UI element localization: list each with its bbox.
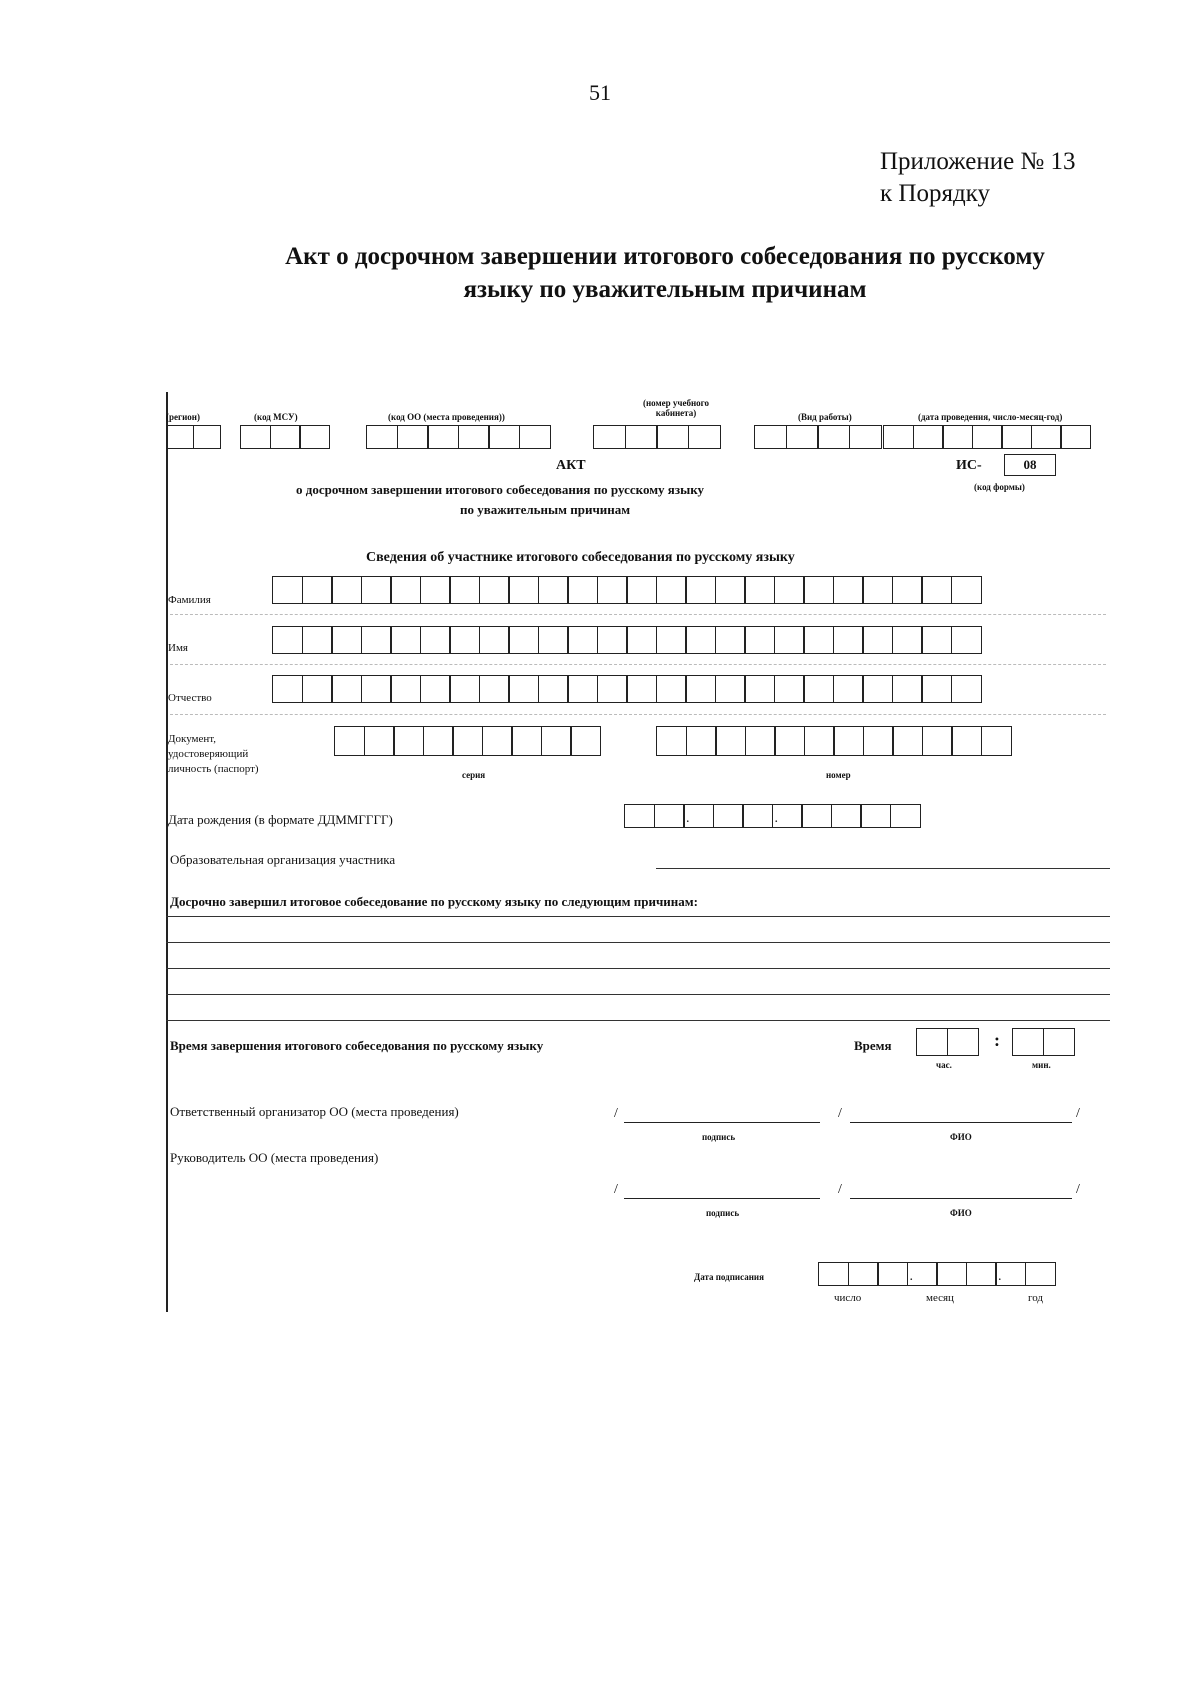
sign-date-boxes[interactable] bbox=[818, 1262, 1056, 1286]
patronymic-box[interactable] bbox=[390, 675, 421, 703]
series-box[interactable] bbox=[423, 726, 454, 756]
patronymic-box[interactable] bbox=[538, 675, 569, 703]
hour-box[interactable] bbox=[947, 1028, 979, 1056]
patronymic-box[interactable] bbox=[656, 675, 687, 703]
name-box[interactable] bbox=[449, 626, 480, 654]
room-box[interactable] bbox=[625, 425, 658, 449]
sign-date-box[interactable] bbox=[818, 1262, 849, 1286]
hour-box[interactable] bbox=[916, 1028, 948, 1056]
surname-box[interactable] bbox=[508, 576, 539, 604]
sign-date-box[interactable] bbox=[995, 1262, 1026, 1286]
minutes-label: мин. bbox=[1032, 1060, 1051, 1070]
patronymic-box[interactable] bbox=[951, 675, 982, 703]
oo-boxes[interactable] bbox=[366, 425, 551, 449]
msu-box[interactable] bbox=[299, 425, 330, 449]
oo-box[interactable] bbox=[458, 425, 490, 449]
fio-label: ФИО bbox=[950, 1132, 972, 1142]
month-label: месяц bbox=[926, 1292, 954, 1304]
surname-box[interactable] bbox=[420, 576, 451, 604]
date-box[interactable] bbox=[913, 425, 944, 449]
region-label: (регион) bbox=[166, 412, 200, 422]
subtitle-line-1: о досрочном завершении итогового собеседования по русскому языку bbox=[296, 482, 705, 497]
surname-box[interactable] bbox=[833, 576, 864, 604]
surname-box[interactable] bbox=[479, 576, 510, 604]
name-box[interactable] bbox=[656, 626, 687, 654]
name-box[interactable] bbox=[744, 626, 775, 654]
number-box[interactable] bbox=[715, 726, 746, 756]
series-label: серия bbox=[462, 770, 486, 780]
surname-box[interactable] bbox=[331, 576, 362, 604]
patronymic-box[interactable] bbox=[420, 675, 451, 703]
name-box[interactable] bbox=[331, 626, 362, 654]
head-fio-line[interactable] bbox=[850, 1198, 1072, 1199]
signature-label: подпись bbox=[702, 1132, 736, 1142]
birth-label: Дата рождения (в формате ДДММГГГГ) bbox=[168, 812, 393, 827]
birth-box[interactable] bbox=[860, 804, 891, 828]
sign-date-box[interactable] bbox=[966, 1262, 997, 1286]
number-box[interactable] bbox=[922, 726, 953, 756]
name-box[interactable] bbox=[538, 626, 569, 654]
reason-label: Досрочно завершил итоговое собеседование по русскому языку по следующим причинам: bbox=[170, 894, 698, 909]
surname-box[interactable] bbox=[862, 576, 893, 604]
name-box[interactable] bbox=[479, 626, 510, 654]
date-box[interactable] bbox=[1060, 425, 1091, 449]
minute-box[interactable] bbox=[1012, 1028, 1044, 1056]
patronymic-label: Отчество bbox=[168, 692, 212, 704]
surname-box[interactable] bbox=[597, 576, 628, 604]
series-box[interactable] bbox=[364, 726, 395, 756]
subtitle-line-2: по уважительным причинам bbox=[460, 502, 631, 517]
name-box[interactable] bbox=[803, 626, 834, 654]
date-box[interactable] bbox=[1001, 425, 1032, 449]
number-box[interactable] bbox=[951, 726, 982, 756]
birth-box[interactable] bbox=[624, 804, 655, 828]
slash: / bbox=[614, 1106, 618, 1121]
work-boxes[interactable] bbox=[754, 425, 882, 449]
surname-box[interactable] bbox=[361, 576, 392, 604]
surname-box[interactable] bbox=[744, 576, 775, 604]
patronymic-box[interactable] bbox=[597, 675, 628, 703]
surname-box[interactable] bbox=[302, 576, 333, 604]
patronymic-box[interactable] bbox=[833, 675, 864, 703]
organizer-signature-line[interactable] bbox=[624, 1122, 820, 1123]
slash: / bbox=[1076, 1182, 1080, 1197]
name-box[interactable] bbox=[892, 626, 923, 654]
name-box[interactable] bbox=[626, 626, 657, 654]
room-box[interactable] bbox=[593, 425, 626, 449]
series-box[interactable] bbox=[541, 726, 572, 756]
number-label: номер bbox=[826, 770, 851, 780]
region-boxes[interactable] bbox=[166, 425, 221, 449]
surname-box[interactable] bbox=[951, 576, 982, 604]
reason-line-5[interactable] bbox=[166, 1020, 1110, 1021]
participant-heading: Сведения об участнике итогового собеседования по русскому языку bbox=[366, 550, 795, 565]
room-box[interactable] bbox=[688, 425, 721, 449]
patronymic-box[interactable] bbox=[567, 675, 598, 703]
date-boxes[interactable] bbox=[883, 425, 1091, 449]
patronymic-box[interactable] bbox=[921, 675, 952, 703]
reason-line-3[interactable] bbox=[166, 968, 1110, 969]
name-box[interactable] bbox=[361, 626, 392, 654]
birth-box[interactable] bbox=[742, 804, 773, 828]
time-colon: : bbox=[994, 1030, 1000, 1050]
work-box[interactable] bbox=[817, 425, 850, 449]
form-left-border bbox=[166, 392, 168, 1312]
surname-box[interactable] bbox=[567, 576, 598, 604]
room-label-line-1: (номер учебного bbox=[642, 398, 709, 408]
number-box[interactable] bbox=[863, 726, 894, 756]
reason-line-2[interactable] bbox=[166, 942, 1110, 943]
act-form bbox=[166, 392, 1110, 1312]
series-box[interactable] bbox=[511, 726, 542, 756]
number-box[interactable] bbox=[774, 726, 805, 756]
birth-box[interactable] bbox=[654, 804, 685, 828]
sign-date-label: Дата подписания bbox=[694, 1272, 764, 1282]
patronymic-box[interactable] bbox=[479, 675, 510, 703]
name-box[interactable] bbox=[390, 626, 421, 654]
oo-box[interactable] bbox=[397, 425, 429, 449]
surname-box[interactable] bbox=[921, 576, 952, 604]
sign-date-box[interactable] bbox=[848, 1262, 879, 1286]
work-box[interactable] bbox=[849, 425, 882, 449]
date-box[interactable] bbox=[1031, 425, 1062, 449]
patronymic-box[interactable] bbox=[361, 675, 392, 703]
organizer-label: Ответственный организатор ОО (места проведения) bbox=[170, 1104, 459, 1119]
msu-boxes[interactable] bbox=[240, 425, 330, 449]
number-box[interactable] bbox=[833, 726, 864, 756]
name-label: Имя bbox=[168, 642, 188, 654]
surname-box[interactable] bbox=[774, 576, 805, 604]
series-boxes[interactable] bbox=[334, 726, 601, 756]
msu-box[interactable] bbox=[240, 425, 271, 449]
patronymic-box[interactable] bbox=[862, 675, 893, 703]
patronymic-boxes[interactable] bbox=[272, 675, 982, 703]
birth-boxes[interactable] bbox=[624, 804, 921, 828]
name-box[interactable] bbox=[862, 626, 893, 654]
name-box[interactable] bbox=[951, 626, 982, 654]
series-box[interactable] bbox=[334, 726, 365, 756]
surname-box[interactable] bbox=[715, 576, 746, 604]
name-box[interactable] bbox=[921, 626, 952, 654]
signature-label: подпись bbox=[706, 1208, 740, 1218]
reason-line-4[interactable] bbox=[166, 994, 1110, 995]
room-box[interactable] bbox=[656, 425, 689, 449]
appendix-line-2: к Порядку bbox=[880, 180, 990, 207]
room-boxes[interactable] bbox=[593, 425, 721, 449]
msu-label: (код МСУ) bbox=[254, 412, 298, 422]
day-label: число bbox=[834, 1292, 862, 1304]
surname-box[interactable] bbox=[390, 576, 421, 604]
birth-box[interactable] bbox=[831, 804, 862, 828]
appendix-note bbox=[880, 146, 1076, 210]
sign-date-box[interactable] bbox=[936, 1262, 967, 1286]
birth-box[interactable] bbox=[890, 804, 921, 828]
time-label: Время bbox=[854, 1038, 892, 1053]
number-box[interactable] bbox=[981, 726, 1012, 756]
org-label: Образовательная организация участника bbox=[170, 852, 396, 867]
sign-date-box[interactable] bbox=[877, 1262, 908, 1286]
series-box[interactable] bbox=[482, 726, 513, 756]
number-box[interactable] bbox=[892, 726, 923, 756]
name-box[interactable] bbox=[272, 626, 303, 654]
document-label bbox=[168, 732, 259, 777]
patronymic-box[interactable] bbox=[774, 675, 805, 703]
document-label-line-3: личность (паспорт) bbox=[168, 763, 259, 775]
patronymic-box[interactable] bbox=[272, 675, 303, 703]
birth-box[interactable] bbox=[772, 804, 803, 828]
hours-boxes[interactable] bbox=[916, 1028, 979, 1056]
date-box[interactable] bbox=[942, 425, 973, 449]
slash: / bbox=[838, 1106, 842, 1121]
room-label bbox=[616, 398, 736, 418]
name-box[interactable] bbox=[715, 626, 746, 654]
hours-label: час. bbox=[936, 1060, 952, 1070]
appendix-line-1: Приложение № 13 bbox=[880, 148, 1076, 175]
date-box[interactable] bbox=[883, 425, 914, 449]
name-box[interactable] bbox=[508, 626, 539, 654]
series-box[interactable] bbox=[452, 726, 483, 756]
patronymic-box[interactable] bbox=[449, 675, 480, 703]
work-box[interactable] bbox=[786, 425, 819, 449]
region-box[interactable] bbox=[193, 425, 221, 449]
work-box[interactable] bbox=[754, 425, 787, 449]
head-label: Руководитель ОО (места проведения) bbox=[170, 1150, 379, 1165]
patronymic-box[interactable] bbox=[685, 675, 716, 703]
surname-box[interactable] bbox=[892, 576, 923, 604]
name-box[interactable] bbox=[833, 626, 864, 654]
surname-box[interactable] bbox=[538, 576, 569, 604]
sign-date-box[interactable] bbox=[907, 1262, 938, 1286]
number-box[interactable] bbox=[804, 726, 835, 756]
work-label: (Вид работы) bbox=[798, 412, 852, 422]
birth-box[interactable] bbox=[713, 804, 744, 828]
surname-box[interactable] bbox=[626, 576, 657, 604]
patronymic-box[interactable] bbox=[892, 675, 923, 703]
document-label-line-2: удостоверяющий bbox=[168, 748, 249, 760]
birth-box[interactable] bbox=[683, 804, 714, 828]
date-label: (дата проведения, число-месяц-год) bbox=[918, 412, 1063, 422]
surname-box[interactable] bbox=[449, 576, 480, 604]
surname-label: Фамилия bbox=[168, 594, 211, 606]
birth-box[interactable] bbox=[801, 804, 832, 828]
series-box[interactable] bbox=[570, 726, 601, 756]
title-line-2: языку по уважительным причинам bbox=[463, 276, 867, 303]
surname-boxes[interactable] bbox=[272, 576, 982, 604]
msu-box[interactable] bbox=[270, 425, 301, 449]
document-label-line-1: Документ, bbox=[168, 733, 217, 745]
minute-box[interactable] bbox=[1043, 1028, 1075, 1056]
number-box[interactable] bbox=[656, 726, 687, 756]
slash: / bbox=[614, 1182, 618, 1197]
surname-box[interactable] bbox=[272, 576, 303, 604]
minutes-boxes[interactable] bbox=[1012, 1028, 1075, 1056]
head-signature-line[interactable] bbox=[624, 1198, 820, 1199]
patronymic-box[interactable] bbox=[803, 675, 834, 703]
surname-box[interactable] bbox=[685, 576, 716, 604]
region-box[interactable] bbox=[166, 425, 194, 449]
oo-box[interactable] bbox=[366, 425, 398, 449]
name-box[interactable] bbox=[774, 626, 805, 654]
org-line[interactable] bbox=[656, 868, 1110, 869]
form-code-box: 08 bbox=[1004, 454, 1056, 476]
patronymic-box[interactable] bbox=[302, 675, 333, 703]
fio-label: ФИО bbox=[950, 1208, 972, 1218]
oo-box[interactable] bbox=[427, 425, 459, 449]
form-code-label: (код формы) bbox=[974, 482, 1025, 492]
guide-line bbox=[170, 714, 1106, 715]
form-prefix: ИС- bbox=[956, 458, 982, 473]
oo-box[interactable] bbox=[488, 425, 520, 449]
series-box[interactable] bbox=[393, 726, 424, 756]
surname-box[interactable] bbox=[803, 576, 834, 604]
oo-box[interactable] bbox=[519, 425, 551, 449]
title-line-1: Акт о досрочном завершении итогового собеседования по русскому bbox=[285, 243, 1045, 270]
end-time-label: Время завершения итогового собеседования по русскому языку bbox=[170, 1038, 544, 1053]
patronymic-box[interactable] bbox=[626, 675, 657, 703]
name-boxes[interactable] bbox=[272, 626, 982, 654]
name-box[interactable] bbox=[685, 626, 716, 654]
number-box[interactable] bbox=[745, 726, 776, 756]
guide-line bbox=[170, 614, 1106, 615]
name-box[interactable] bbox=[567, 626, 598, 654]
page-number: 51 bbox=[589, 80, 611, 105]
surname-box[interactable] bbox=[656, 576, 687, 604]
slash: / bbox=[838, 1182, 842, 1197]
guide-line bbox=[170, 664, 1106, 665]
sign-date-box[interactable] bbox=[1025, 1262, 1056, 1286]
name-box[interactable] bbox=[420, 626, 451, 654]
patronymic-box[interactable] bbox=[508, 675, 539, 703]
name-box[interactable] bbox=[302, 626, 333, 654]
oo-label: (код ОО (места проведения)) bbox=[388, 412, 505, 422]
organizer-fio-line[interactable] bbox=[850, 1122, 1072, 1123]
patronymic-box[interactable] bbox=[744, 675, 775, 703]
number-box[interactable] bbox=[686, 726, 717, 756]
room-label-line-2: кабинета) bbox=[655, 408, 697, 418]
patronymic-box[interactable] bbox=[715, 675, 746, 703]
date-box[interactable] bbox=[972, 425, 1003, 449]
akt-heading: АКТ bbox=[556, 458, 586, 473]
slash: / bbox=[1076, 1106, 1080, 1121]
reason-line-1[interactable] bbox=[166, 916, 1110, 917]
name-box[interactable] bbox=[597, 626, 628, 654]
patronymic-box[interactable] bbox=[331, 675, 362, 703]
year-label: год bbox=[1028, 1292, 1044, 1304]
number-boxes[interactable] bbox=[656, 726, 1012, 756]
document-title bbox=[230, 240, 1100, 306]
